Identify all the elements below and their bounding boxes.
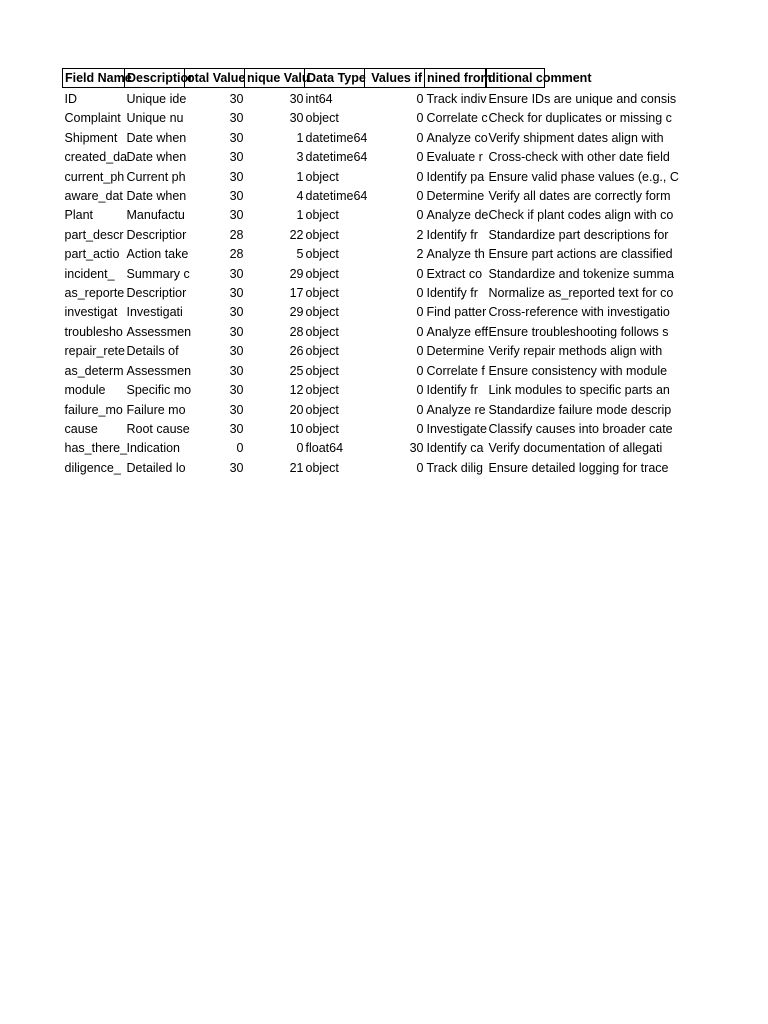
cell-field-name: cause bbox=[64, 421, 98, 436]
cell-unique-values: 20 bbox=[289, 402, 304, 417]
cell-unique-values: 10 bbox=[289, 421, 304, 436]
cell-unique-values: 26 bbox=[289, 344, 304, 359]
cell-data-type: object bbox=[305, 208, 339, 223]
cell-field-name: part_actio bbox=[64, 247, 120, 262]
cell-unique-values: 1 bbox=[296, 130, 304, 145]
cell-total-values: 30 bbox=[229, 266, 244, 281]
table-row bbox=[63, 109, 669, 128]
table-row bbox=[63, 265, 669, 284]
cell-data-type: int64 bbox=[305, 92, 333, 106]
cell-null-values: 0 bbox=[416, 189, 424, 204]
cell-additional-comment: Cross-reference with investigatio bbox=[488, 305, 670, 320]
cell-unique-values: 28 bbox=[289, 324, 304, 339]
cell-unique-values: 1 bbox=[296, 208, 304, 223]
table-row bbox=[63, 362, 669, 381]
cell-additional-comment: Classify causes into broader cate bbox=[488, 421, 673, 436]
cell-null-values: 2 bbox=[416, 227, 424, 242]
cell-unique-values: 17 bbox=[289, 286, 304, 301]
cell-field-name: part_descr bbox=[64, 227, 124, 242]
cell-description: Date when bbox=[126, 150, 187, 165]
cell-null-values: 0 bbox=[416, 150, 424, 165]
cell-description: Manufactu bbox=[126, 208, 185, 223]
cell-field-name: aware_dat bbox=[64, 189, 123, 204]
cell-null-values: 0 bbox=[416, 208, 424, 223]
cell-unique-values: 4 bbox=[296, 189, 304, 204]
cell-description: Detailed lo bbox=[126, 460, 186, 475]
spreadsheet-page bbox=[62, 68, 679, 478]
table-row bbox=[63, 168, 669, 187]
cell-additional-comment: Verify documentation of allegati bbox=[488, 441, 663, 456]
cell-unique-values: 29 bbox=[289, 305, 304, 320]
cell-description: Current ph bbox=[126, 169, 186, 184]
cell-total-values: 30 bbox=[229, 286, 244, 301]
header-additional-comment bbox=[487, 69, 669, 88]
cell-unique-values: 12 bbox=[289, 383, 304, 398]
cell-null-values: 0 bbox=[416, 324, 424, 339]
cell-determined-from: Analyze eff bbox=[426, 324, 489, 339]
cell-additional-comment: Normalize as_reported text for co bbox=[488, 286, 674, 301]
cell-description: Unique nu bbox=[126, 111, 184, 126]
cell-total-values: 30 bbox=[229, 111, 244, 126]
cell-data-type: object bbox=[305, 227, 339, 242]
cell-unique-values: 0 bbox=[296, 441, 304, 456]
cell-total-values: 30 bbox=[229, 402, 244, 417]
cell-null-values: 30 bbox=[409, 441, 424, 456]
cell-data-type: object bbox=[305, 305, 339, 320]
cell-determined-from: Analyze th bbox=[426, 247, 485, 262]
cell-null-values: 0 bbox=[416, 130, 424, 145]
table-row bbox=[63, 226, 669, 245]
cell-determined-from: Determine bbox=[426, 189, 485, 204]
cell-determined-from: Analyze co bbox=[426, 130, 488, 145]
cell-additional-comment: Ensure valid phase values (e.g., C bbox=[488, 169, 679, 184]
cell-null-values: 0 bbox=[416, 344, 424, 359]
cell-unique-values: 29 bbox=[289, 266, 304, 281]
cell-additional-comment: Check for duplicates or missing c bbox=[488, 111, 672, 126]
cell-additional-comment: Standardize and tokenize summa bbox=[488, 266, 675, 281]
cell-total-values: 30 bbox=[229, 189, 244, 204]
cell-description: Details of bbox=[126, 344, 179, 359]
table-row bbox=[63, 439, 669, 458]
cell-total-values: 30 bbox=[229, 169, 244, 184]
cell-null-values: 0 bbox=[416, 363, 424, 378]
cell-description: Action take bbox=[126, 247, 189, 262]
cell-determined-from: Analyze de bbox=[426, 208, 489, 223]
cell-field-name: incident_ bbox=[64, 266, 115, 281]
cell-total-values: 30 bbox=[229, 324, 244, 339]
cell-field-name: module bbox=[64, 383, 106, 398]
cell-data-type: object bbox=[305, 169, 339, 184]
cell-unique-values: 22 bbox=[289, 227, 304, 242]
cell-total-values: 30 bbox=[229, 421, 244, 436]
cell-description: Assessmen bbox=[126, 324, 192, 339]
table-row bbox=[63, 148, 669, 167]
cell-field-name: ID bbox=[64, 92, 77, 106]
cell-determined-from: Analyze re bbox=[426, 402, 486, 417]
cell-additional-comment: Standardize failure mode descrip bbox=[488, 402, 672, 417]
cell-data-type: datetime64 bbox=[305, 150, 368, 165]
header-total-values: otal Value bbox=[185, 69, 245, 88]
cell-total-values: 30 bbox=[229, 208, 244, 223]
header-description: Descriptior bbox=[125, 69, 185, 88]
cell-description: Specific mo bbox=[126, 383, 192, 398]
cell-determined-from: Identify pa bbox=[426, 169, 485, 184]
cell-data-type: object bbox=[305, 421, 339, 436]
cell-determined-from: Identify ca bbox=[426, 441, 484, 456]
cell-data-type: object bbox=[305, 266, 339, 281]
cell-null-values: 0 bbox=[416, 111, 424, 126]
cell-null-values: 0 bbox=[416, 383, 424, 398]
cell-field-name: troublesho bbox=[64, 324, 123, 339]
cell-data-type: object bbox=[305, 383, 339, 398]
cell-null-values: 0 bbox=[416, 421, 424, 436]
cell-description: Date when bbox=[126, 189, 187, 204]
cell-total-values: 0 bbox=[236, 441, 244, 456]
table-row bbox=[63, 342, 669, 361]
cell-null-values: 0 bbox=[416, 169, 424, 184]
table-row bbox=[63, 187, 669, 206]
cell-field-name: Shipment bbox=[64, 130, 118, 145]
cell-data-type: object bbox=[305, 324, 339, 339]
cell-determined-from: Correlate c bbox=[426, 111, 488, 126]
cell-additional-comment: Ensure consistency with module bbox=[488, 363, 668, 378]
cell-determined-from: Track indiv bbox=[426, 92, 487, 106]
cell-total-values: 30 bbox=[229, 150, 244, 165]
cell-unique-values: 25 bbox=[289, 363, 304, 378]
header-unique-values: nique Valu bbox=[245, 69, 305, 88]
table-row bbox=[63, 284, 669, 303]
table-row bbox=[63, 420, 669, 439]
cell-description: Investigati bbox=[126, 305, 183, 320]
table-row bbox=[63, 381, 669, 400]
cell-total-values: 28 bbox=[229, 247, 244, 262]
cell-data-type: object bbox=[305, 460, 339, 475]
cell-total-values: 30 bbox=[229, 130, 244, 145]
cell-description: Unique ide bbox=[126, 92, 187, 106]
cell-data-type: datetime64 bbox=[305, 130, 368, 145]
table-row bbox=[63, 401, 669, 420]
cell-determined-from: Determine bbox=[426, 344, 485, 359]
cell-field-name: diligence_ bbox=[64, 460, 121, 475]
cell-additional-comment: Ensure detailed logging for trace bbox=[488, 460, 669, 475]
cell-field-name: Complaint bbox=[64, 111, 121, 126]
cell-field-name: has_there_ bbox=[64, 441, 128, 456]
cell-total-values: 30 bbox=[229, 363, 244, 378]
cell-determined-from: Identify fr bbox=[426, 286, 478, 301]
table-row bbox=[63, 459, 669, 478]
cell-null-values: 0 bbox=[416, 286, 424, 301]
cell-total-values: 30 bbox=[229, 460, 244, 475]
cell-null-values: 0 bbox=[416, 92, 424, 106]
cell-field-name: current_ph bbox=[64, 169, 125, 184]
cell-determined-from: Track dilig bbox=[426, 460, 483, 475]
cell-additional-comment: Ensure troubleshooting follows s bbox=[488, 324, 669, 339]
cell-determined-from: Identify fr bbox=[426, 383, 478, 398]
cell-additional-comment: Verify all dates are correctly form bbox=[488, 189, 671, 204]
table-row bbox=[63, 88, 669, 110]
cell-additional-comment: Ensure IDs are unique and consis bbox=[488, 91, 677, 106]
cell-field-name: failure_mo bbox=[64, 402, 123, 417]
cell-field-name: as_reporte bbox=[64, 286, 125, 301]
cell-unique-values: 1 bbox=[296, 169, 304, 184]
cell-field-name: as_determ bbox=[64, 363, 124, 378]
cell-field-name: investigat bbox=[64, 305, 118, 320]
cell-unique-values: 21 bbox=[289, 460, 304, 475]
cell-total-values: 30 bbox=[229, 383, 244, 398]
cell-null-values: 0 bbox=[416, 460, 424, 475]
cell-field-name: created_da bbox=[64, 150, 128, 165]
cell-data-type: object bbox=[305, 344, 339, 359]
cell-field-name: repair_rete bbox=[64, 344, 125, 359]
header-row bbox=[63, 69, 669, 88]
cell-null-values: 0 bbox=[416, 402, 424, 417]
cell-description: Summary c bbox=[126, 266, 190, 281]
cell-additional-comment: Check if plant codes align with co bbox=[488, 208, 674, 223]
cell-null-values: 0 bbox=[416, 266, 424, 281]
cell-data-type: object bbox=[305, 286, 339, 301]
header-data-type: Data Type bbox=[305, 69, 365, 88]
cell-determined-from: Correlate f bbox=[426, 363, 485, 378]
cell-total-values: 30 bbox=[229, 305, 244, 320]
cell-unique-values: 5 bbox=[296, 247, 304, 262]
header-determined-from: nined from bbox=[425, 69, 487, 88]
cell-data-type: object bbox=[305, 363, 339, 378]
cell-description: Failure mo bbox=[126, 402, 186, 417]
cell-determined-from: Find patter bbox=[426, 305, 487, 320]
cell-unique-values: 30 bbox=[289, 92, 304, 106]
cell-determined-from: Investigate bbox=[426, 421, 487, 436]
cell-determined-from: Identify fr bbox=[426, 227, 478, 242]
cell-description: Date when bbox=[126, 130, 187, 145]
cell-null-values: 0 bbox=[416, 305, 424, 320]
cell-data-type: object bbox=[305, 247, 339, 262]
cell-total-values: 30 bbox=[229, 344, 244, 359]
table-body bbox=[63, 88, 679, 479]
cell-additional-comment: Link modules to specific parts an bbox=[488, 383, 670, 398]
table-row bbox=[63, 129, 669, 148]
cell-description: Assessmen bbox=[126, 363, 192, 378]
table-row bbox=[63, 303, 669, 322]
header-field-name: Field Name bbox=[63, 69, 125, 88]
cell-data-type: object bbox=[305, 111, 339, 126]
cell-total-values: 30 bbox=[229, 92, 244, 106]
data-dictionary-table bbox=[62, 68, 679, 478]
cell-additional-comment: Verify repair methods align with bbox=[488, 344, 663, 359]
cell-data-type: object bbox=[305, 402, 339, 417]
header-additional-comment-text: ditional comment bbox=[488, 70, 592, 85]
cell-total-values: 28 bbox=[229, 227, 244, 242]
cell-unique-values: 30 bbox=[289, 111, 304, 126]
cell-additional-comment: Ensure part actions are classified bbox=[488, 247, 673, 262]
table-row bbox=[63, 323, 669, 342]
cell-description: Descriptior bbox=[126, 227, 187, 242]
cell-determined-from: Extract co bbox=[426, 266, 483, 281]
cell-data-type: float64 bbox=[305, 441, 344, 456]
cell-determined-from: Evaluate r bbox=[426, 150, 483, 165]
cell-field-name: Plant bbox=[64, 208, 93, 223]
cell-description: Descriptior bbox=[126, 286, 187, 301]
cell-data-type: datetime64 bbox=[305, 189, 368, 204]
cell-additional-comment: Verify shipment dates align with bbox=[488, 130, 664, 145]
header-null-values: Values if bbox=[365, 69, 425, 88]
cell-additional-comment: Cross-check with other date field bbox=[488, 150, 670, 165]
cell-description: Indication bbox=[126, 441, 181, 456]
table-row bbox=[63, 206, 669, 225]
cell-null-values: 2 bbox=[416, 247, 424, 262]
cell-additional-comment: Standardize part descriptions for bbox=[488, 227, 669, 242]
cell-unique-values: 3 bbox=[296, 150, 304, 165]
table-row bbox=[63, 245, 669, 264]
cell-description: Root cause bbox=[126, 421, 190, 436]
